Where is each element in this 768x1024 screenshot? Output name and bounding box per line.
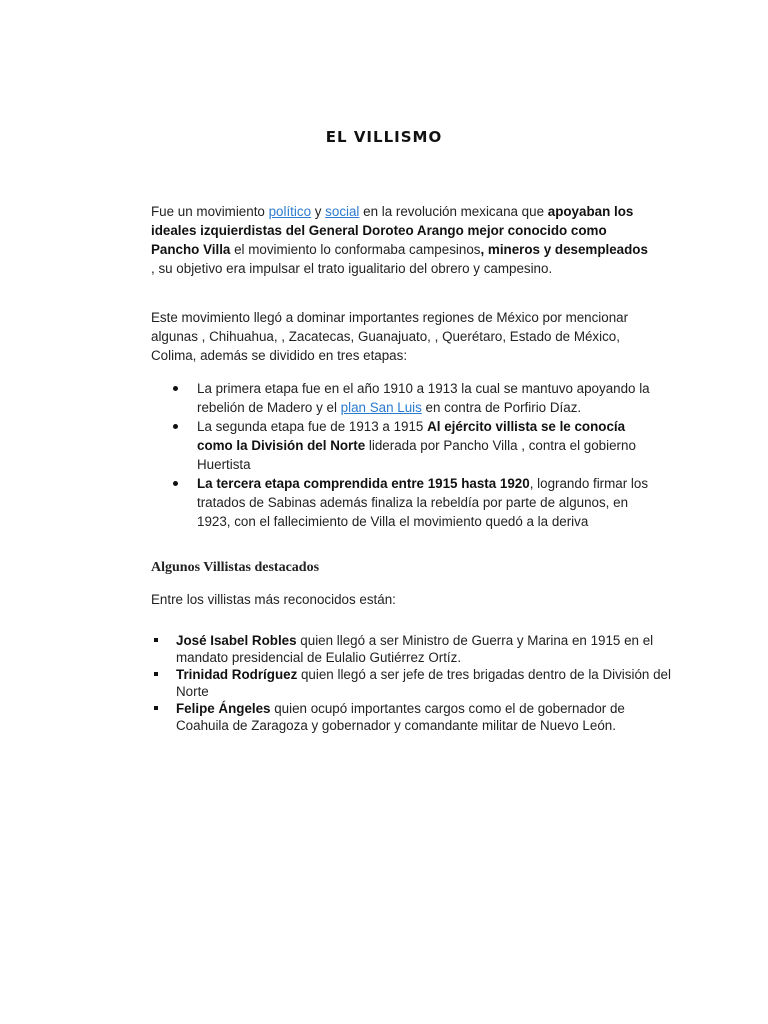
villista-text: quien ocupó importantes cargos como el de gobernador de Coahuila de Zaragoza y gobernador y comandante militar de Nuevo León. xyxy=(176,701,625,733)
intro-text: , su objetivo era impulsar el trato igualitario del obrero y campesino. xyxy=(151,261,553,276)
intro-paragraph xyxy=(151,202,651,278)
plan-san-luis-link[interactable]: plan San Luis xyxy=(340,400,422,415)
villista-name: Felipe Ángeles xyxy=(176,701,271,716)
intro-text: Fue un movimiento xyxy=(151,204,269,219)
villista-name: Trinidad Rodríguez xyxy=(176,667,298,682)
list-item xyxy=(151,417,651,474)
intro-text: el movimiento lo conformaba campesinos xyxy=(230,242,481,257)
section-heading: Algunos Villistas destacados xyxy=(151,560,320,575)
villista-text: quien llegó a ser jefe de tres brigadas dentro de la División del Norte xyxy=(176,667,671,699)
villistas-list xyxy=(151,632,671,734)
bullet-icon xyxy=(173,424,178,429)
villista-text: quien llegó a ser Ministro de Guerra y Marina en 1915 en el mandato presidencial de Eulalio Gutiérrez Ortíz. xyxy=(176,633,654,665)
list-item xyxy=(151,379,651,417)
social-link[interactable]: social xyxy=(325,204,360,219)
bullet-icon xyxy=(173,386,178,391)
list-item xyxy=(151,666,671,700)
list-item xyxy=(151,474,651,531)
intro-bold-text: , mineros y desempleados xyxy=(480,242,648,257)
etapa-text: La primera etapa fue en el año 1910 a 1913 la cual se mantuvo apoyando la rebelión de Madero y el xyxy=(197,381,650,415)
etapa-text: en contra de Porfirio Díaz. xyxy=(421,400,582,415)
regions-paragraph: Este movimiento llegó a dominar importantes regiones de México por mencionar algunas , Chihuahua, , Zacatecas, Guanajuato, , Querétaro, Estado de México, Colima, además se dividido en tres etapas: xyxy=(151,310,629,363)
intro-bold-text: apoyaban los ideales izquierdistas del General Doroteo Arango mejor conocido como Pancho Villa xyxy=(151,204,634,257)
square-bullet-icon xyxy=(154,638,158,642)
list-item xyxy=(151,632,671,666)
page-title: EL VILLISMO xyxy=(325,128,443,146)
etapa-bold-text: La tercera etapa comprendida entre 1915 hasta 1920 xyxy=(197,476,530,491)
list-item xyxy=(151,700,671,734)
intro-text: en la revolución mexicana que xyxy=(359,204,548,219)
etapa-bold-text: Al ejército villista se le conocía como la División del Norte xyxy=(197,419,626,453)
etapas-list xyxy=(151,379,651,531)
etapa-text: , logrando firmar los tratados de Sabinas además finaliza la rebeldía por parte de algunos, en 1923, con el fallecimiento de Villa el movimiento quedó a la deriva xyxy=(197,476,649,529)
bullet-icon xyxy=(173,481,178,486)
square-bullet-icon xyxy=(154,706,158,710)
villistas-intro: Entre los villistas más reconocidos están: xyxy=(151,592,396,607)
etapa-text: liderada por Pancho Villa , contra el gobierno Huertista xyxy=(197,438,636,472)
villista-name: José Isabel Robles xyxy=(176,633,297,648)
intro-text: y xyxy=(311,204,326,219)
politico-link[interactable]: político xyxy=(268,204,312,219)
etapa-text: La segunda etapa fue de 1913 a 1915 xyxy=(197,419,428,434)
square-bullet-icon xyxy=(154,672,158,676)
